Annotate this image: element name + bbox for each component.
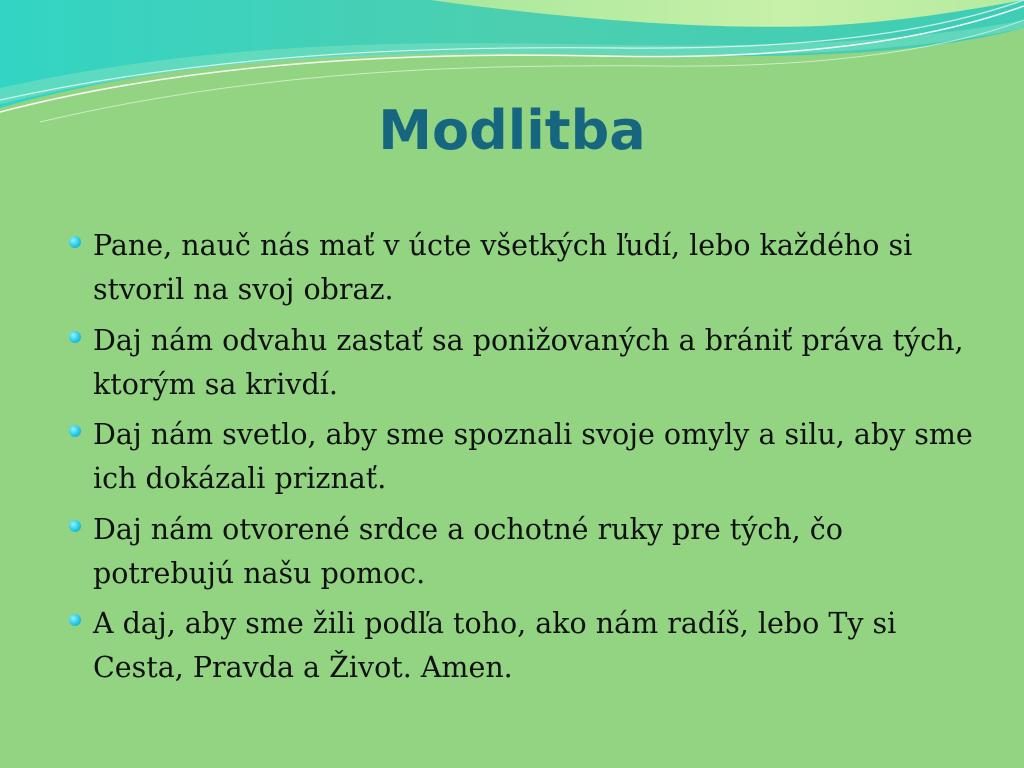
list-item bbox=[62, 319, 982, 407]
bullet-dot-icon bbox=[69, 425, 81, 437]
bullet-dot-icon bbox=[69, 614, 81, 626]
list-item bbox=[62, 413, 982, 501]
bullet-dot-icon bbox=[69, 331, 81, 343]
bullet-text: Daj nám svetlo, aby sme spoznali svoje omyly a silu, aby sme ich dokázali priznať. bbox=[93, 418, 973, 495]
bullet-text: A daj, aby sme žili podľa toho, ako nám radíš, lebo Ty si Cesta, Pravda a Život. Amen. bbox=[93, 607, 897, 684]
bullet-text: Pane, nauč nás mať v úcte všetkých ľudí, lebo každého si stvoril na svoj obraz. bbox=[93, 229, 913, 306]
bullet-text: Daj nám odvahu zastať sa ponižovaných a brániť práva tých, ktorým sa krivdí. bbox=[93, 323, 964, 401]
bullet-text: Daj nám otvorené srdce a ochotné ruky pre tých, čo potrebujú našu pomoc. bbox=[93, 512, 843, 590]
list-item bbox=[62, 224, 982, 312]
slide-title: Modlitba bbox=[378, 99, 646, 162]
list-item bbox=[62, 508, 982, 596]
bullet-dot-icon bbox=[69, 236, 81, 248]
bullet-list bbox=[62, 224, 982, 697]
list-item bbox=[62, 602, 982, 690]
bullet-dot-icon bbox=[69, 520, 81, 532]
